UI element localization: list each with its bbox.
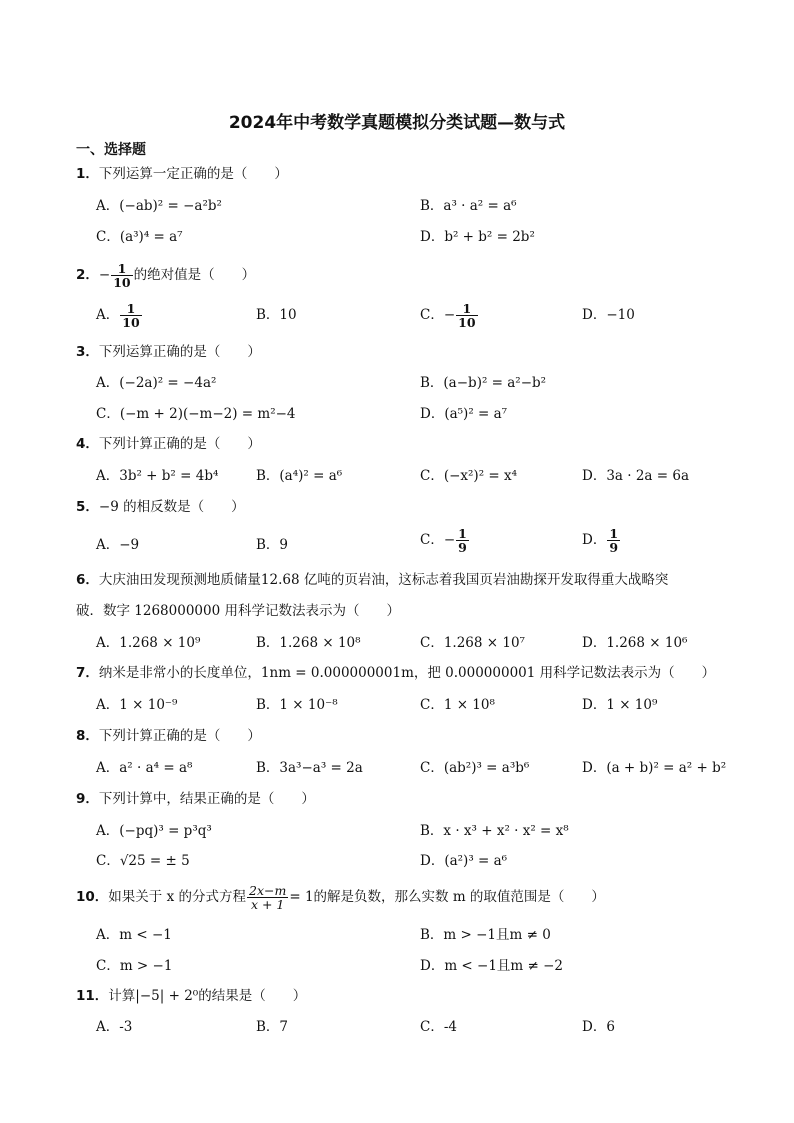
q11-option-b: B．7 xyxy=(256,1019,289,1035)
q2-option-a xyxy=(96,302,143,329)
question-number: 3． xyxy=(76,344,99,360)
question-3 xyxy=(76,342,261,362)
q3-option-c: C．(−m + 2)(−m−2) = m²−4 xyxy=(96,406,296,422)
q6-option-b: B．1.268 × 10⁸ xyxy=(256,635,361,651)
q10-option-a: A．m < −1 xyxy=(96,927,172,943)
fraction-numerator: 1 xyxy=(456,302,477,316)
option-fraction xyxy=(120,302,141,329)
q3-option-a: A．(−2a)² = −4a² xyxy=(96,375,217,391)
question-stem: 下列计算正确的是（ ） xyxy=(98,728,261,744)
fraction-numerator: 1 xyxy=(609,526,619,541)
q9-option-d: D．(a²)³ = a⁶ xyxy=(420,853,508,869)
question-number: 2． xyxy=(76,267,99,284)
question-6 xyxy=(76,570,668,590)
q10-option-c: C．m > −1 xyxy=(96,958,173,974)
q9-option-c: C．√25 = ± 5 xyxy=(96,853,190,869)
fraction-numerator: 1 xyxy=(458,526,467,541)
q11-option-d: D．6 xyxy=(582,1019,615,1035)
fraction-denominator: 10 xyxy=(458,315,476,331)
question-4 xyxy=(76,434,261,454)
q9-option-a: A．(−pq)³ = p³q³ xyxy=(96,823,212,839)
option-fraction xyxy=(456,527,469,554)
question-number: 8． xyxy=(76,728,99,744)
q5-option-c xyxy=(420,527,470,554)
fraction-numerator: 1 xyxy=(111,262,132,276)
fraction-numerator: 2x−m xyxy=(249,883,287,898)
question-5 xyxy=(76,497,245,517)
q1-option-d: D．b² + b² = 2b² xyxy=(420,229,535,245)
question-stem: = 1的解是负数，那么实数 m 的取值范围是（ ） xyxy=(289,889,605,906)
question-10 xyxy=(76,884,605,911)
question-6-continued: 破．数字 1268000000 用科学记数法表示为（ ） xyxy=(76,603,400,619)
stem-fraction xyxy=(111,262,132,289)
q11-option-c: C．-4 xyxy=(420,1019,457,1035)
q6-option-a: A．1.268 × 10⁹ xyxy=(96,635,201,651)
q10-option-b: B．m > −1且m ≠ 0 xyxy=(420,927,551,943)
q5-option-d xyxy=(582,527,621,554)
q4-option-a: A．3b² + b² = 4b⁴ xyxy=(96,468,219,484)
question-2 xyxy=(76,262,255,289)
fraction-denominator: x + 1 xyxy=(250,897,285,913)
q3-option-b: B．(a−b)² = a²−b² xyxy=(420,375,547,391)
question-11 xyxy=(76,986,306,1006)
q2-option-c xyxy=(420,302,479,329)
question-number: 9． xyxy=(76,791,99,807)
q1-option-c: C．(a³)⁴ = a⁷ xyxy=(96,229,183,245)
stem-prefix: 如果关于 x 的分式方程 xyxy=(108,889,246,906)
q4-option-c: C．(−x²)² = x⁴ xyxy=(420,468,518,484)
q7-option-d: D．1 × 10⁹ xyxy=(582,697,658,713)
q6-option-d: D．1.268 × 10⁶ xyxy=(582,635,688,651)
page-title: 2024年中考数学真题模拟分类试题—数与式 xyxy=(228,113,566,133)
fraction-numerator: 1 xyxy=(120,302,141,316)
question-number: 4． xyxy=(76,436,99,452)
q7-option-b: B．1 × 10⁻⁸ xyxy=(256,697,338,713)
q7-option-a: A．1 × 10⁻⁹ xyxy=(96,697,178,713)
q4-option-d: D．3a · 2a = 6a xyxy=(582,468,690,484)
q8-option-a: A．a² · a⁴ = a⁸ xyxy=(96,760,193,776)
question-9 xyxy=(76,789,315,809)
fraction-denominator: 10 xyxy=(122,315,140,331)
q8-option-d: D．(a + b)² = a² + b² xyxy=(582,760,727,776)
question-number: 11． xyxy=(76,988,109,1004)
question-number: 10． xyxy=(76,889,109,906)
q8-option-c: C．(ab²)³ = a³b⁶ xyxy=(420,760,530,776)
option-fraction xyxy=(607,527,620,554)
q4-option-b: B．(a⁴)² = a⁶ xyxy=(256,468,343,484)
q2-option-d: D．−10 xyxy=(582,307,635,323)
q5-option-b: B．9 xyxy=(256,537,289,553)
option-label: D． xyxy=(582,532,607,549)
question-stem: 下列运算正确的是（ ） xyxy=(98,344,261,360)
q6-option-c: C．1.268 × 10⁷ xyxy=(420,635,525,651)
question-7 xyxy=(76,663,715,683)
question-stem: 下列运算一定正确的是（ ） xyxy=(98,166,288,182)
option-fraction xyxy=(456,302,477,329)
question-stem-line-1: 大庆油田发现预测地质储量12.68 亿吨的页岩油，这标志着我国页岩油勘探开发取得重大战略突 xyxy=(98,572,669,588)
q5-option-a: A．−9 xyxy=(96,537,140,553)
fraction-denominator: 10 xyxy=(113,275,131,291)
question-1 xyxy=(76,164,288,184)
question-stem: 下列计算正确的是（ ） xyxy=(98,436,261,452)
q10-option-d: D．m < −1且m ≠ −2 xyxy=(420,958,564,974)
option-label: A． xyxy=(96,307,120,324)
q2-option-b: B．10 xyxy=(256,307,297,323)
question-stem: 纳米是非常小的长度单位，1nm = 0.000000001m，把 0.000000001 用科学记数法表示为（ ） xyxy=(98,665,716,681)
stem-fraction xyxy=(247,884,288,911)
q1-option-b: B．a³ · a² = a⁶ xyxy=(420,198,517,214)
option-label: C．− xyxy=(420,532,456,549)
q7-option-c: C．1 × 10⁸ xyxy=(420,697,495,713)
question-stem: 的绝对值是（ ） xyxy=(133,267,256,284)
q8-option-b: B．3a³−a³ = 2a xyxy=(256,760,363,776)
section-heading: 一、选择题 xyxy=(76,142,146,158)
fraction-denominator: 9 xyxy=(609,540,619,556)
q11-option-a: A．-3 xyxy=(96,1019,133,1035)
question-stem: −9 的相反数是（ ） xyxy=(98,499,245,515)
q3-option-d: D．(a⁵)² = a⁷ xyxy=(420,406,508,422)
question-number: 1． xyxy=(76,166,99,182)
q1-option-a: A．(−ab)² = −a²b² xyxy=(96,198,222,214)
stem-prefix: − xyxy=(98,267,111,284)
question-8 xyxy=(76,726,261,746)
q9-option-b: B．x · x³ + x² · x² = x⁸ xyxy=(420,823,569,839)
question-stem: 下列计算中，结果正确的是（ ） xyxy=(98,791,315,807)
fraction-denominator: 9 xyxy=(458,540,467,556)
question-number: 7． xyxy=(76,665,99,681)
question-stem: 计算|−5| + 2⁰的结果是（ ） xyxy=(108,988,307,1004)
question-number: 5． xyxy=(76,499,99,515)
option-label: C．− xyxy=(420,307,456,324)
question-number: 6． xyxy=(76,572,99,588)
